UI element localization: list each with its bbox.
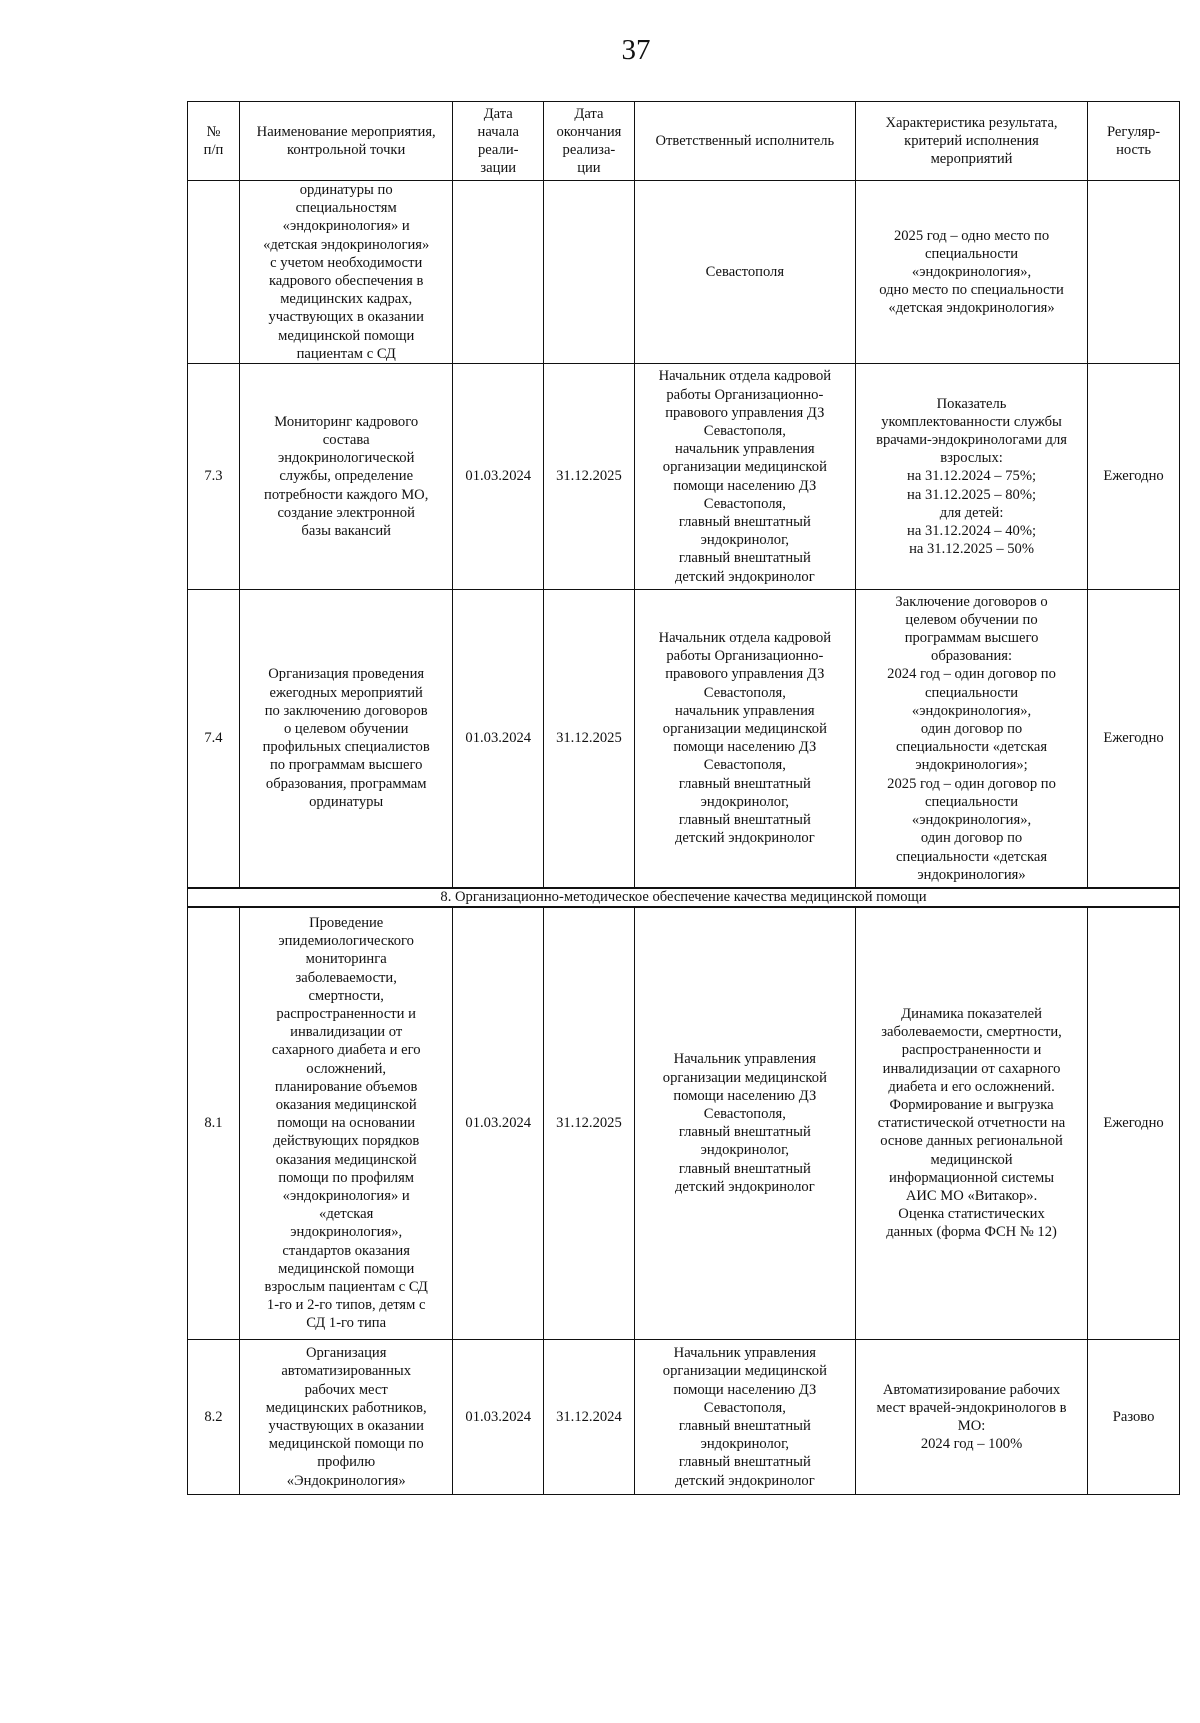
cell-start: 01.03.2024: [453, 1340, 544, 1495]
cell-name: Организация проведения ежегодных мероприятий по заключению договоров о целевом обучении профильных специалистов по программам высшего образования, программам ординатуры: [239, 590, 452, 888]
section-row: [188, 888, 1180, 907]
cell-name: Проведение эпидемиологического мониторинга заболеваемости, смертности, распространенности и инвалидизации от сахарного диабета и его осложнений, планирование объемов оказания медицинской помощи на основании действующих порядков оказания медицинской помощи по профилям «эндокринология» и «детская эндокринология», стандартов оказания медицинской помощи взрослым пациентам с СД 1-го и 2-го типов, детям с СД 1-го типа: [239, 907, 452, 1340]
cell-num: 7.3: [188, 364, 240, 590]
cell-result: Показатель укомплектованности службы врачами-эндокринологами для взрослых: на 31.12.2024 – 75%; на 31.12.2025 – 80%; для детей: на 31.12.2024 – 40%; на 31.12.2025 – 50%: [855, 364, 1087, 590]
cell-responsible: Начальник отдела кадровой работы Организационно- правового управления ДЗ Севастополя, начальник управления организации медицинской помощи населению ДЗ Севастополя, главный внештатный эндокринолог, главный внештатный детский эндокринолог: [634, 364, 855, 590]
header-start-date: Дата начала реали- зации: [453, 102, 544, 181]
table-row: [188, 1340, 1180, 1495]
cell-name: Организация автоматизированных рабочих мест медицинских работников, участвующих в оказании медицинской помощи по профилю «Эндокринология»: [239, 1340, 452, 1495]
cell-num: 8.1: [188, 907, 240, 1340]
activities-table: [187, 101, 1180, 1495]
table-row: [188, 907, 1180, 1340]
cell-start: [453, 181, 544, 364]
cell-start: 01.03.2024: [453, 590, 544, 888]
header-regularity: Регуляр- ность: [1088, 102, 1180, 181]
cell-result: 2025 год – одно место по специальности «эндокринология», одно место по специальности «детская эндокринология»: [855, 181, 1087, 364]
cell-start: 01.03.2024: [453, 364, 544, 590]
table-row: [188, 364, 1180, 590]
table-row: [188, 181, 1180, 364]
cell-regularity: Ежегодно: [1088, 590, 1180, 888]
cell-end: 31.12.2025: [544, 590, 635, 888]
header-name: Наименование мероприятия, контрольной точки: [239, 102, 452, 181]
header-result: Характеристика результата, критерий исполнения мероприятий: [855, 102, 1087, 181]
cell-end: [544, 181, 635, 364]
cell-num: [188, 181, 240, 364]
header-end-date: Дата окончания реализа- ции: [544, 102, 635, 181]
cell-regularity: Ежегодно: [1088, 364, 1180, 590]
cell-end: 31.12.2024: [544, 1340, 635, 1495]
page-number: 37: [621, 34, 651, 66]
cell-result: Динамика показателей заболеваемости, смертности, распространенности и инвалидизации от сахарного диабета и его осложнений. Формирование и выгрузка статистической отчетности на основе данных региональной медицинской информационной системы АИС МО «Витакор». Оценка статистических данных (форма ФСН № 12): [855, 907, 1087, 1340]
cell-end: 31.12.2025: [544, 907, 635, 1340]
cell-num: 8.2: [188, 1340, 240, 1495]
cell-regularity: Разово: [1088, 1340, 1180, 1495]
cell-responsible: Начальник управления организации медицинской помощи населению ДЗ Севастополя, главный внештатный эндокринолог, главный внештатный детский эндокринолог: [634, 907, 855, 1340]
cell-regularity: Ежегодно: [1088, 907, 1180, 1340]
cell-name: Мониторинг кадрового состава эндокринологической службы, определение потребности каждого МО, создание электронной базы вакансий: [239, 364, 452, 590]
cell-responsible: Начальник управления организации медицинской помощи населению ДЗ Севастополя, главный внештатный эндокринолог, главный внештатный детский эндокринолог: [634, 1340, 855, 1495]
cell-num: 7.4: [188, 590, 240, 888]
header-num: № п/п: [188, 102, 240, 181]
cell-end: 31.12.2025: [544, 364, 635, 590]
section-8-title: 8. Организационно-методическое обеспечение качества медицинской помощи: [188, 888, 1180, 907]
cell-result: Автоматизирование рабочих мест врачей-эндокринологов в МО: 2024 год – 100%: [855, 1340, 1087, 1495]
cell-result: Заключение договоров о целевом обучении по программам высшего образования: 2024 год – один договор по специальности «эндокринология», один договор по специальности «детская эндокринология»; 2025 год – один договор по специальности «эндокринология», один договор по специальности «детская эндокринология»: [855, 590, 1087, 888]
cell-responsible: Севастополя: [634, 181, 855, 364]
cell-regularity: [1088, 181, 1180, 364]
table-header-row: [188, 102, 1180, 181]
cell-start: 01.03.2024: [453, 907, 544, 1340]
header-responsible: Ответственный исполнитель: [634, 102, 855, 181]
cell-responsible: Начальник отдела кадровой работы Организационно- правового управления ДЗ Севастополя, начальник управления организации медицинской помощи населению ДЗ Севастополя, главный внештатный эндокринолог, главный внештатный детский эндокринолог: [634, 590, 855, 888]
cell-name: ординатуры по специальностям «эндокринология» и «детская эндокринология» с учетом необходимости кадрового обеспечения в медицинских кадрах, участвующих в оказании медицинской помощи пациентам с СД: [239, 181, 452, 364]
table-row: [188, 590, 1180, 888]
